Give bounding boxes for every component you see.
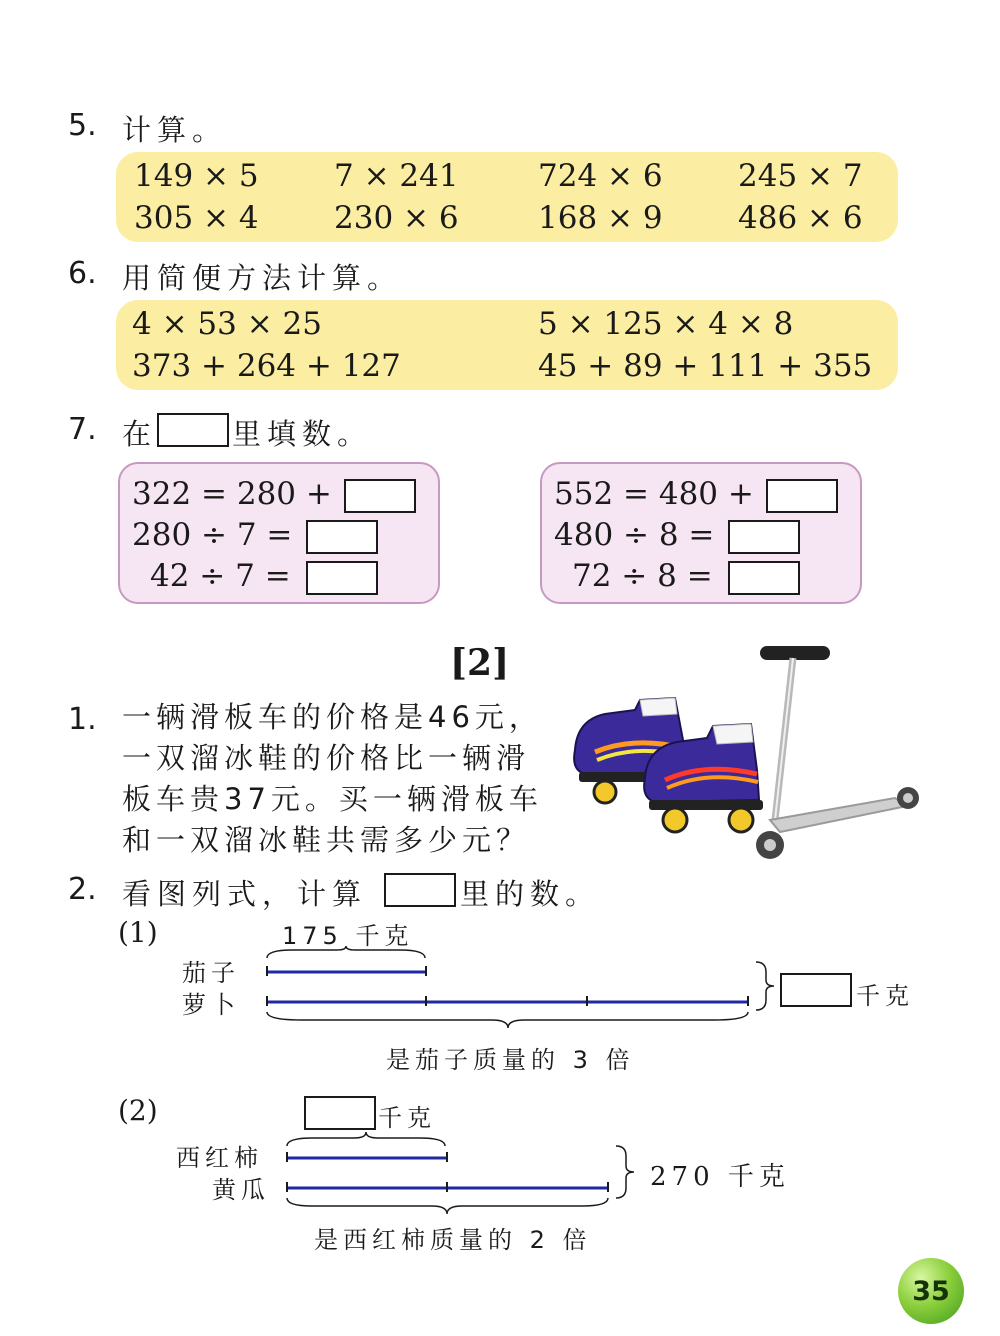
q5-expr: 724 × 6 [538, 158, 663, 194]
q6-expr: 4 × 53 × 25 [132, 306, 322, 342]
q6-expr: 5 × 125 × 4 × 8 [538, 306, 794, 342]
p1-line: 和一双溜冰鞋共需多少元？ [122, 823, 531, 857]
d1-label: (1) [118, 916, 158, 949]
q6-expr: 45 + 89 + 111 + 355 [538, 348, 873, 384]
d2-unit: 千克 [378, 1104, 436, 1132]
p1-line: 一辆滑板车的价格是46元， [122, 700, 543, 734]
q7-number: 7. [68, 412, 97, 447]
d2-label: (2) [118, 1094, 158, 1127]
answer-box[interactable] [306, 561, 378, 595]
d1-row2-label: 萝卜 [182, 991, 240, 1019]
q5-expr: 7 × 241 [334, 158, 459, 194]
q7-expr: 322 = 280 + [132, 476, 332, 512]
q5-number: 5. [68, 108, 97, 143]
p1-line: 一双溜冰鞋的价格比一辆滑 [122, 741, 531, 775]
p1-text [122, 697, 592, 861]
q6-number: 6. [68, 256, 97, 291]
answer-box[interactable] [780, 973, 852, 1007]
section-heading: [2] [450, 642, 510, 684]
p2-title-before: 看图列式，计算 [122, 877, 368, 911]
q7-left-panel [118, 462, 440, 604]
q7-title-box [157, 413, 229, 447]
p2-number: 2. [68, 872, 97, 907]
d2-bar-diagram [282, 1130, 642, 1222]
d2-row2-label: 黄瓜 [212, 1176, 270, 1204]
q5-panel [116, 152, 898, 242]
d1-bar-diagram [262, 946, 782, 1030]
q5-expr: 168 × 9 [538, 200, 663, 236]
q7-title-before: 在 [122, 417, 158, 451]
p1-number: 1. [68, 702, 97, 737]
q6-panel [116, 300, 898, 390]
q5-expr: 245 × 7 [738, 158, 863, 194]
d2-total-label: 270 千克 [650, 1162, 790, 1192]
q7-expr: 72 ÷ 8 = [572, 558, 713, 594]
skates-scooter-illustration [565, 640, 925, 865]
q6-expr: 373 + 264 + 127 [132, 348, 401, 384]
q7-title-after: 里填数。 [232, 417, 373, 451]
q5-expr: 149 × 5 [134, 158, 259, 194]
d2-bottom-label: 是西红柿质量的 2 倍 [314, 1226, 592, 1254]
d1-top-label: 175 千克 [282, 922, 414, 950]
answer-box[interactable] [728, 561, 800, 595]
answer-box[interactable] [344, 479, 416, 513]
answer-box[interactable] [728, 520, 800, 554]
d2-row1-label: 西红柿 [176, 1144, 263, 1172]
d1-unit: 千克 [856, 982, 914, 1010]
q7-right-panel [540, 462, 862, 604]
scooter-icon [756, 646, 919, 859]
p2-title-box [384, 873, 456, 907]
q7-expr: 280 ÷ 7 = [132, 517, 293, 553]
q7-expr: 480 ÷ 8 = [554, 517, 715, 553]
page-number-badge: 35 [898, 1258, 964, 1324]
q7-expr: 42 ÷ 7 = [150, 558, 291, 594]
q7-expr: 552 = 480 + [554, 476, 754, 512]
q5-expr: 230 × 6 [334, 200, 459, 236]
p2-title-after: 里的数。 [460, 877, 601, 911]
q6-title: 用简便方法计算。 [122, 261, 403, 295]
q5-expr: 486 × 6 [738, 200, 863, 236]
q5-title: 计算。 [122, 113, 228, 147]
q5-expr: 305 × 4 [134, 200, 259, 236]
answer-box[interactable] [306, 520, 378, 554]
answer-box[interactable] [766, 479, 838, 513]
d1-bottom-label: 是茄子质量的 3 倍 [386, 1046, 635, 1074]
d1-row1-label: 茄子 [182, 959, 240, 987]
answer-box[interactable] [304, 1096, 376, 1130]
p1-line: 板车贵37元。买一辆滑板车 [122, 782, 543, 816]
